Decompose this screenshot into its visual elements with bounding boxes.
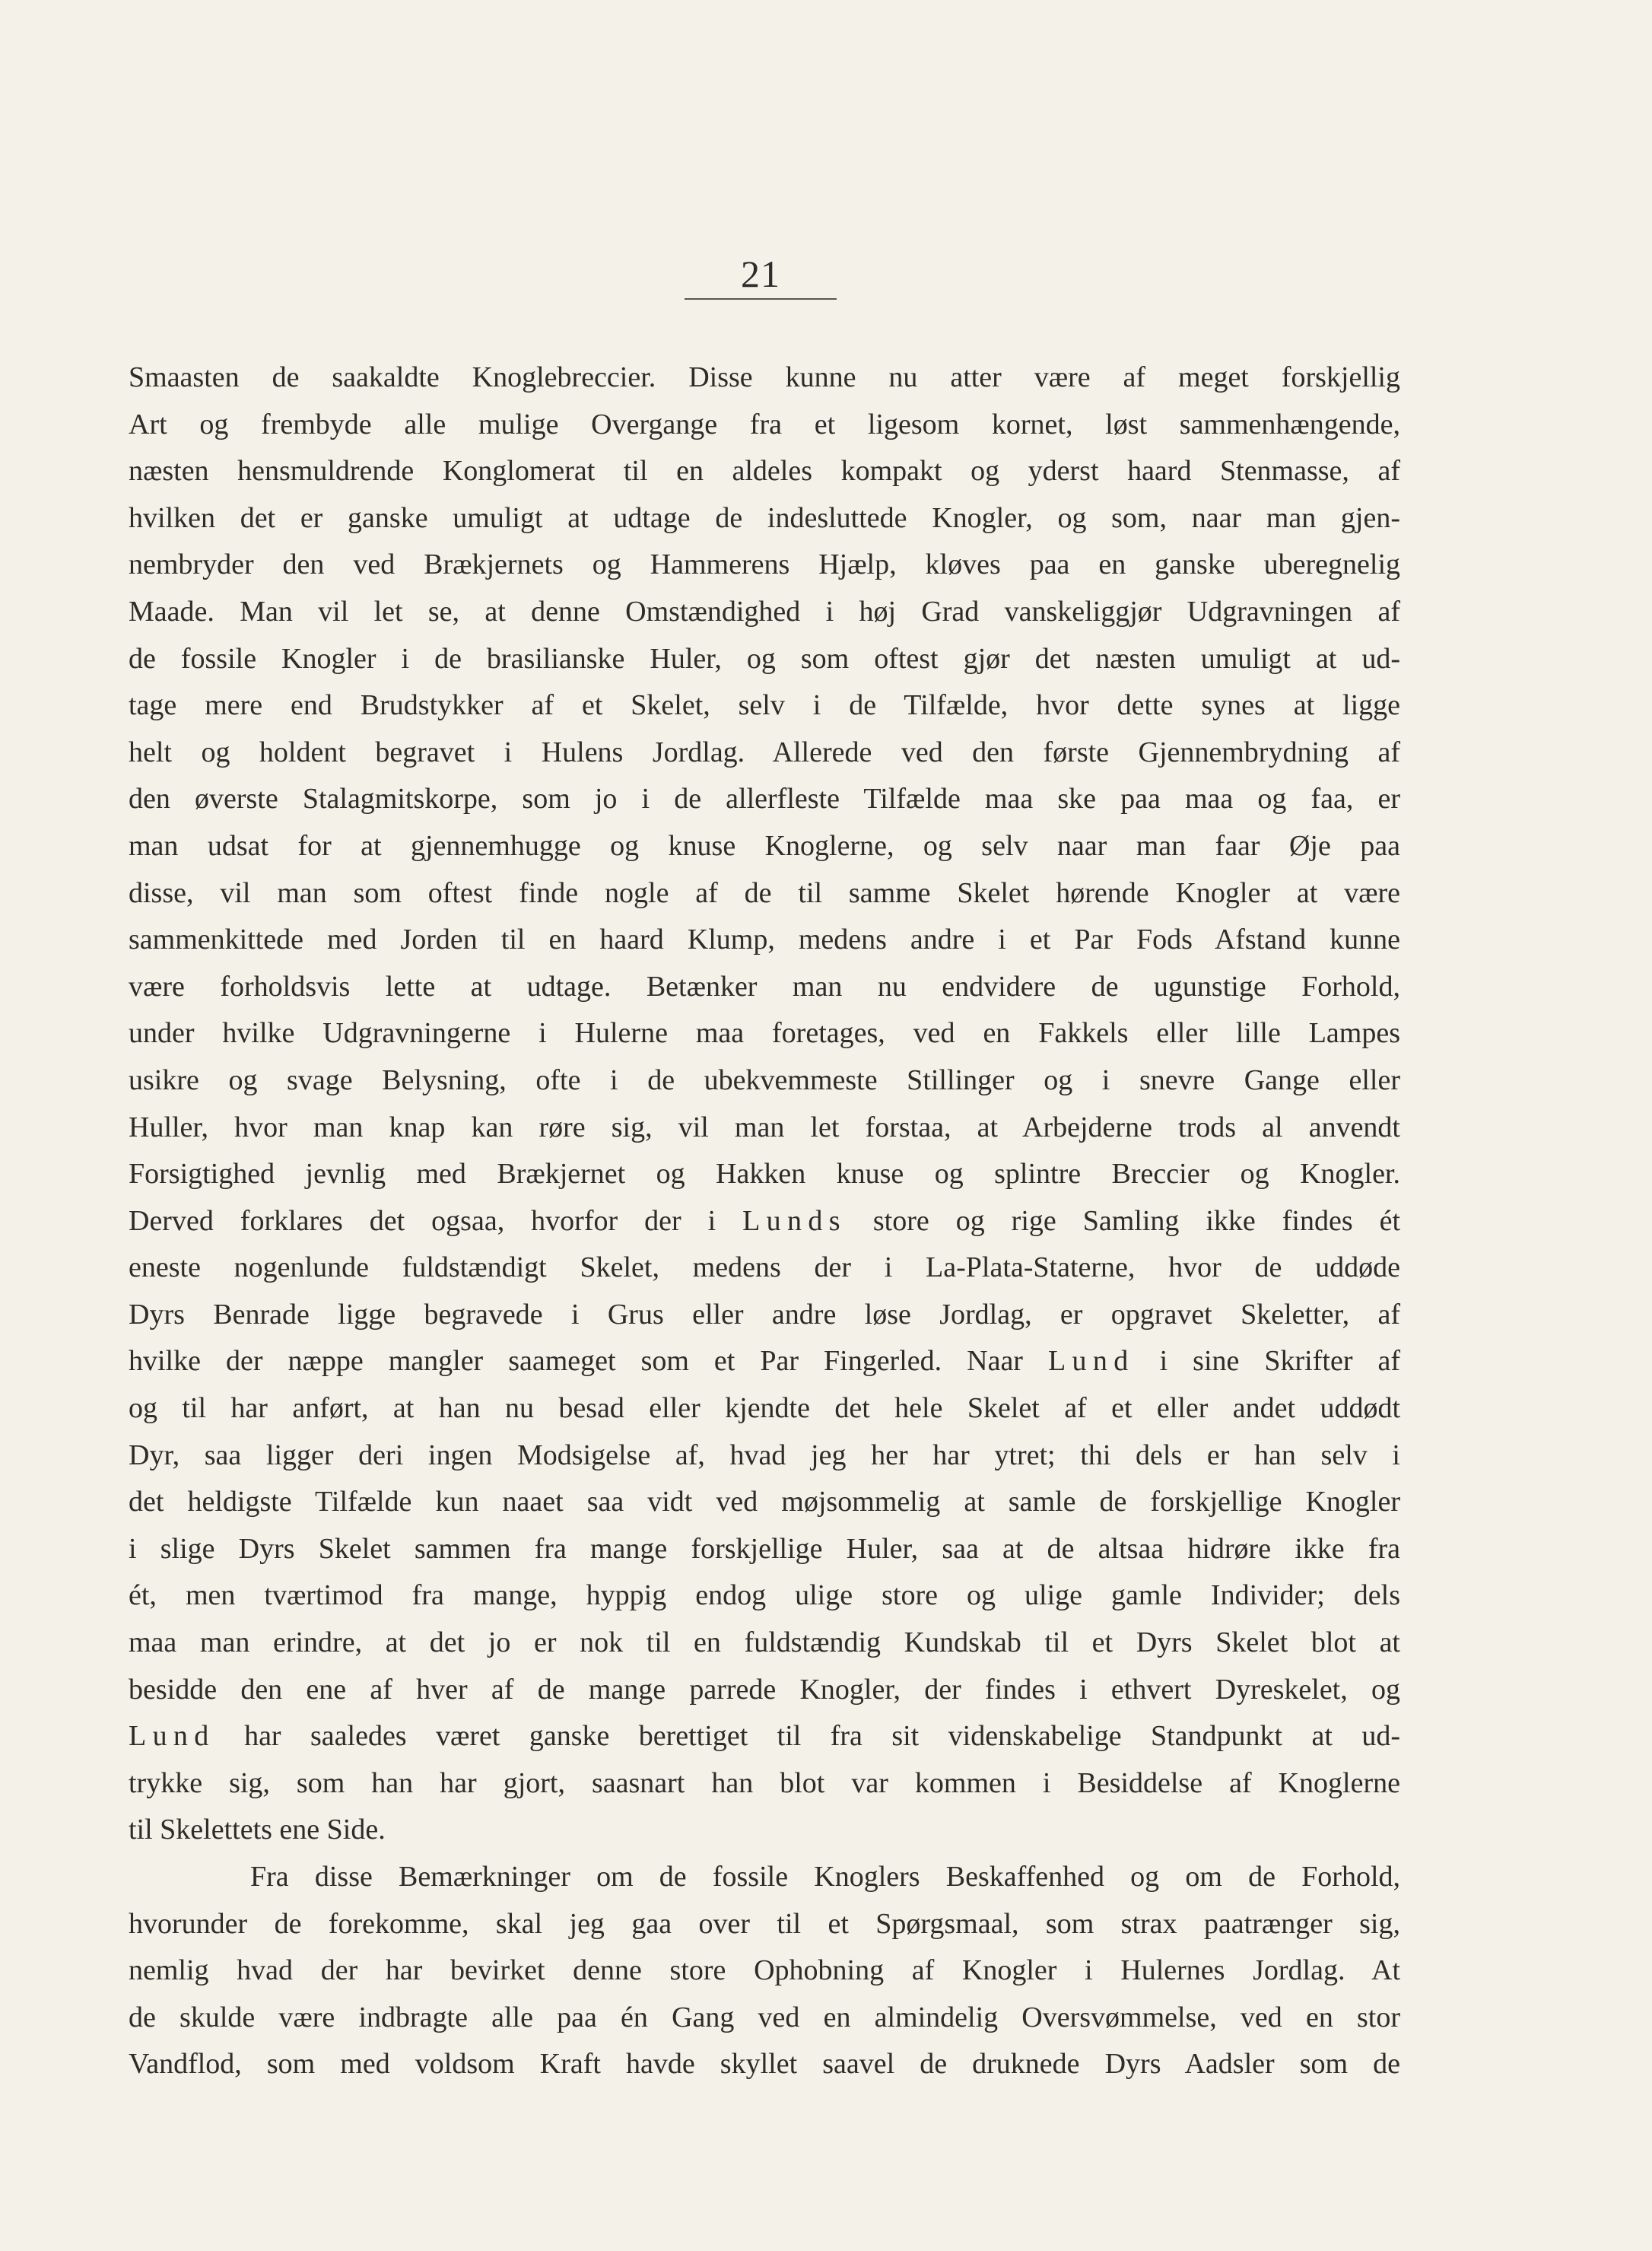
text-line: nembryder den ved Brækjernets og Hammerens Hjælp, kløves paa en ganske uberegnelig (129, 548, 1400, 581)
text-line: Lund har saaledes været ganske berettiget til fra sit videnskabelige Standpunkt at ud- (129, 1720, 1400, 1753)
text-line: og til har anført, at han nu besad eller kjendte det hele Skelet af et eller andet uddødt (129, 1392, 1400, 1425)
page-number-rule (685, 298, 837, 300)
text-line: de skulde være indbragte alle paa én Gang ved en almindelig Oversvømmelse, ved en stor (129, 2001, 1400, 2033)
text-line: tage mere end Brudstykker af et Skelet, selv i de Tilfælde, hvor dette synes at ligge (129, 689, 1400, 722)
page-number: 21 (741, 253, 780, 295)
text-line: det heldigste Tilfælde kun naaet saa vidt ved møjsommelig at samle de forskjellige Knogler (129, 1486, 1400, 1518)
text-line: næsten hensmuldrende Konglomerat til en aldeles kompakt og yderst haard Stenmasse, af (129, 455, 1400, 488)
paragraph-1 (129, 355, 1400, 1854)
text-line: besidde den ene af hver af de mange parrede Knogler, der findes i ethvert Dyreskelet, og (129, 1673, 1400, 1706)
text-line: Dyr, saa ligger deri ingen Modsigelse af, hvad jeg her har ytret; thi dels er han selv i (129, 1439, 1400, 1471)
text-line: Dyrs Benrade ligge begravede i Grus eller andre løse Jordlag, er opgravet Skeletter, af (129, 1298, 1400, 1331)
text-line: Huller, hvor man knap kan røre sig, vil man let forstaa, at Arbejderne trods al anvendt (129, 1111, 1400, 1143)
text-line: ét, men tværtimod fra mange, hyppig endog ulige store og ulige gamle Individer; dels (129, 1579, 1400, 1612)
text-line: Derved forklares det ogsaa, hvorfor der i Lunds store og rige Samling ikke findes ét (129, 1204, 1400, 1237)
text-line: Smaasten de saakaldte Knoglebreccier. Disse kunne nu atter være af meget forskjellig (129, 361, 1400, 393)
text-line: i slige Dyrs Skelet sammen fra mange forskjellige Huler, saa at de altsaa hidrøre ikke fra (129, 1532, 1400, 1565)
text-line: hvilke der næppe mangler saameget som et Par Fingerled. Naar Lund i sine Skrifter af (129, 1345, 1400, 1378)
text-line: være forholdsvis lette at udtage. Betænker man nu endvidere de ugunstige Forhold, (129, 970, 1400, 1003)
text-line: hvorunder de forekomme, skal jeg gaa over til et Spørgsmaal, som strax paatrænger sig, (129, 1907, 1400, 1940)
text-line: under hvilke Udgravningerne i Hulerne maa foretages, ved en Fakkels eller lille Lampes (129, 1017, 1400, 1050)
text-line: de fossile Knogler i de brasilianske Huler, og som oftest gjør det næsten umuligt at ud- (129, 642, 1400, 675)
text-line: trykke sig, som han har gjort, saasnart han blot var kommen i Besiddelse af Knoglerne (129, 1766, 1400, 1799)
text-line: helt og holdent begravet i Hulens Jordlag. Allerede ved den første Gjennembrydning af (129, 736, 1400, 768)
body-text (129, 355, 1400, 2088)
text-line: disse, vil man som oftest finde nogle af de til samme Skelet hørende Knogler at være (129, 876, 1400, 909)
text-line: Maade. Man vil let se, at denne Omstændighed i høj Grad vanskeliggjør Udgravningen af (129, 595, 1400, 628)
text-line: nemlig hvad der har bevirket denne store Ophobning af Knogler i Hulernes Jordlag. At (129, 1954, 1400, 1987)
text-line: sammenkittede med Jorden til en haard Klump, medens andre i et Par Fods Afstand kunne (129, 924, 1400, 956)
text-line: Forsigtighed jevnlig med Brækjernet og Hakken knuse og splintre Breccier og Knogler. (129, 1158, 1400, 1191)
text-line: eneste nogenlunde fuldstændigt Skelet, medens der i La-Plata-Staterne, hvor de uddøde (129, 1251, 1400, 1284)
text-line: hvilken det er ganske umuligt at udtage de indesluttede Knogler, og som, naar man gjen- (129, 501, 1400, 534)
text-line: Vandflod, som med voldsom Kraft havde skyllet saavel de druknede Dyrs Aadsler som de (129, 2048, 1400, 2081)
paragraph-2 (129, 1854, 1400, 2088)
text-line: Fra disse Bemærkninger om de fossile Knoglers Beskaffenhed og om de Forhold, (250, 1861, 1400, 1893)
text-line: man udsat for at gjennemhugge og knuse Knoglerne, og selv naar man faar Øje paa (129, 829, 1400, 862)
text-line: usikre og svage Belysning, ofte i de ubekvemmeste Stillinger og i snevre Gange eller (129, 1064, 1400, 1096)
text-line: til Skelettets ene Side. (129, 1814, 386, 1846)
text-line: den øverste Stalagmitskorpe, som jo i de allerfleste Tilfælde maa ske paa maa og faa, er (129, 783, 1400, 816)
text-line: Art og frembyde alle mulige Overgange fra et ligesom kornet, løst sammenhængende, (129, 408, 1400, 440)
text-line: maa man erindre, at det jo er nok til en fuldstændig Kundskab til et Dyrs Skelet blot at (129, 1626, 1400, 1659)
